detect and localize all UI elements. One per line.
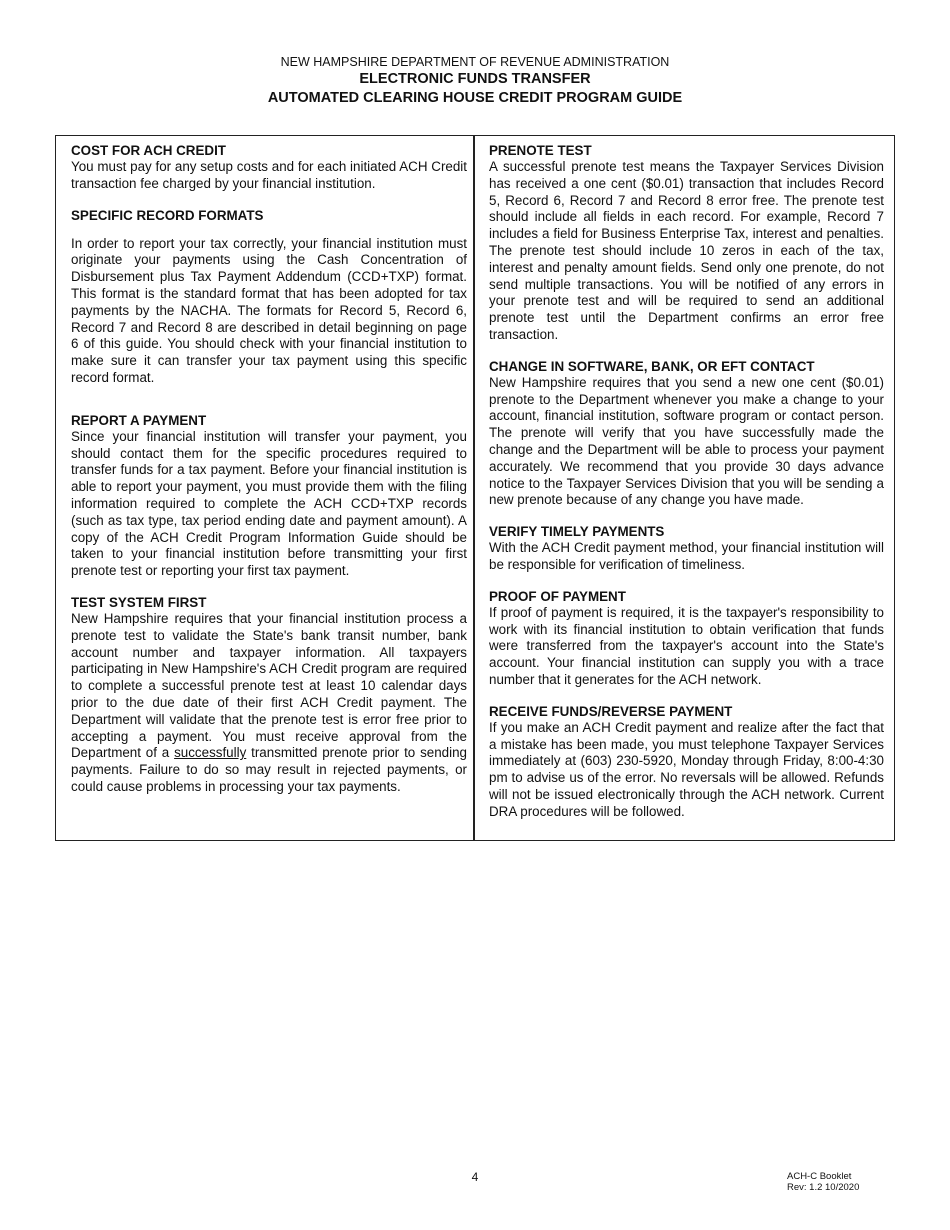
section-heading: COST FOR ACH CREDIT xyxy=(71,143,226,158)
section-cost-for-ach-credit xyxy=(71,143,467,193)
column-divider xyxy=(473,136,475,840)
content-box xyxy=(55,135,895,841)
section-change-in-software xyxy=(489,359,884,509)
section-heading: RECEIVE FUNDS/REVERSE PAYMENT xyxy=(489,703,733,719)
section-body xyxy=(71,611,467,796)
title-line-2: AUTOMATED CLEARING HOUSE CREDIT PROGRAM GUIDE xyxy=(267,90,683,106)
right-column xyxy=(489,143,884,836)
section-heading: TEST SYSTEM FIRST xyxy=(71,594,207,610)
revision-info xyxy=(787,1171,859,1193)
section-prenote-test xyxy=(489,143,884,344)
section-body: With the ACH Credit payment method, your financial institution will be responsible for verification of timeliness. xyxy=(489,540,884,572)
section-body: A successful prenote test means the Taxpayer Services Division has received a one cent ($0.01) transaction that includes Record 5, Record 6, Record 7 and Record 8 error free. The prenote test should include all fields in each record. For example, Record 7 includes a field for Business Enterprise Tax, interest and penalties. The prenote test should include 10 zeros in each of the tax, interest and penalty amount fields. Send only one prenote, do not send multiple transactions. You will be notified of any errors in your prenote test and will be required to send an additional prenote test until the Department confirms an error free transaction. xyxy=(489,159,884,342)
section-report-a-payment xyxy=(71,413,467,580)
section-heading: REPORT A PAYMENT xyxy=(71,412,207,428)
underlined-word: successfully xyxy=(174,745,247,761)
section-body: You must pay for any setup costs and for each initiated ACH Credit transaction fee charged by your financial institution. xyxy=(71,159,467,191)
section-body: New Hampshire requires that you send a new one cent ($0.01) prenote to the Department whenever you make a change to your account, financial institution, software program or contact person. The prenote will verify that you have successfully made the change and the Department will be able to process your payment accurately. We recommend that you provide 30 days advance notice to the Taxpayer Services Division that you will be sending a new prenote because of any change you have made. xyxy=(489,374,884,508)
body-text-end: transmitted prenote prior to sending payments. Failure to do so may result in rejected payments, or could cause problems in processing your tax payments. xyxy=(71,745,467,794)
section-body: If you make an ACH Credit payment and realize after the fact that a mistake has been made, you must telephone Taxpayer Services immediately at (603) 230-5920, Monday through Friday, 8:00-4:30 pm to advise us of the error. No reversals will be allowed. Refunds will not be issued electronically through the ACH network. Current DRA procedures will be followed. xyxy=(489,719,884,819)
left-column xyxy=(71,143,467,811)
section-proof-of-payment xyxy=(489,589,884,689)
section-specific-record-formats xyxy=(71,208,467,387)
section-heading: SPECIFIC RECORD FORMATS xyxy=(71,207,264,223)
agency-name: NEW HAMPSHIRE DEPARTMENT OF REVENUE ADMINISTRATION xyxy=(280,55,670,69)
booklet-name: ACH-C Booklet xyxy=(787,1171,852,1182)
body-text-start: New Hampshire requires that your financial institution process a prenote test to validate the State's bank transit number, bank account number and taxpayer information. All taxpayers participating in New Hampshire's ACH Credit program are required to complete a successful prenote test at least 10 calendar days prior to the due date of their first ACH Credit payment. The Department will validate that the prenote test is error free prior to accepting a payment. You must receive approval from the Department of a xyxy=(71,610,467,761)
document-header xyxy=(0,54,950,108)
section-test-system-first xyxy=(71,595,467,796)
section-verify-timely-payments xyxy=(489,524,884,574)
section-heading: VERIFY TIMELY PAYMENTS xyxy=(489,524,665,540)
section-heading: PRENOTE TEST xyxy=(489,143,592,158)
section-heading: CHANGE IN SOFTWARE, BANK, OR EFT CONTACT xyxy=(489,358,815,374)
section-receive-funds-reverse-payment xyxy=(489,704,884,821)
section-heading: PROOF OF PAYMENT xyxy=(489,588,626,604)
title-line-1: ELECTRONIC FUNDS TRANSFER xyxy=(359,71,591,87)
section-body: Since your financial institution will transfer your payment, you should contact them for the specific procedures required to transfer funds for a tax payment. Before your financial institution is able to report your payment, you must provide them with the filing information required to complete the ACH CCD+TXP records (such as tax type, tax period ending date and payment amount). A copy of the ACH Credit Program Information Guide should be taken to your financial institution before transmitting your first prenote test or reporting your first tax payment. xyxy=(71,428,467,579)
section-body: If proof of payment is required, it is the taxpayer's responsibility to work with its financial institution to obtain verification that funds were transferred from the taxpayer's account into the State's account. Your financial institution can supply you with a trace number that it generates for the ACH network. xyxy=(489,604,884,687)
page-number: 4 xyxy=(471,1170,479,1184)
section-body: In order to report your tax correctly, your financial institution must originate your payments using the Cash Concentration of Disbursement plus Tax Payment Addendum (CCD+TXP) format. This format is the standard format that has been adopted for tax payments by the NACHA. The formats for Record 5, Record 6, Record 7 and Record 8 are described in detail beginning on page 6 of this guide. You should check with your financial institution to make sure it can transfer your tax payment using this specific record format. xyxy=(71,235,467,385)
revision-label: Rev: 1.2 10/2020 xyxy=(787,1182,860,1193)
